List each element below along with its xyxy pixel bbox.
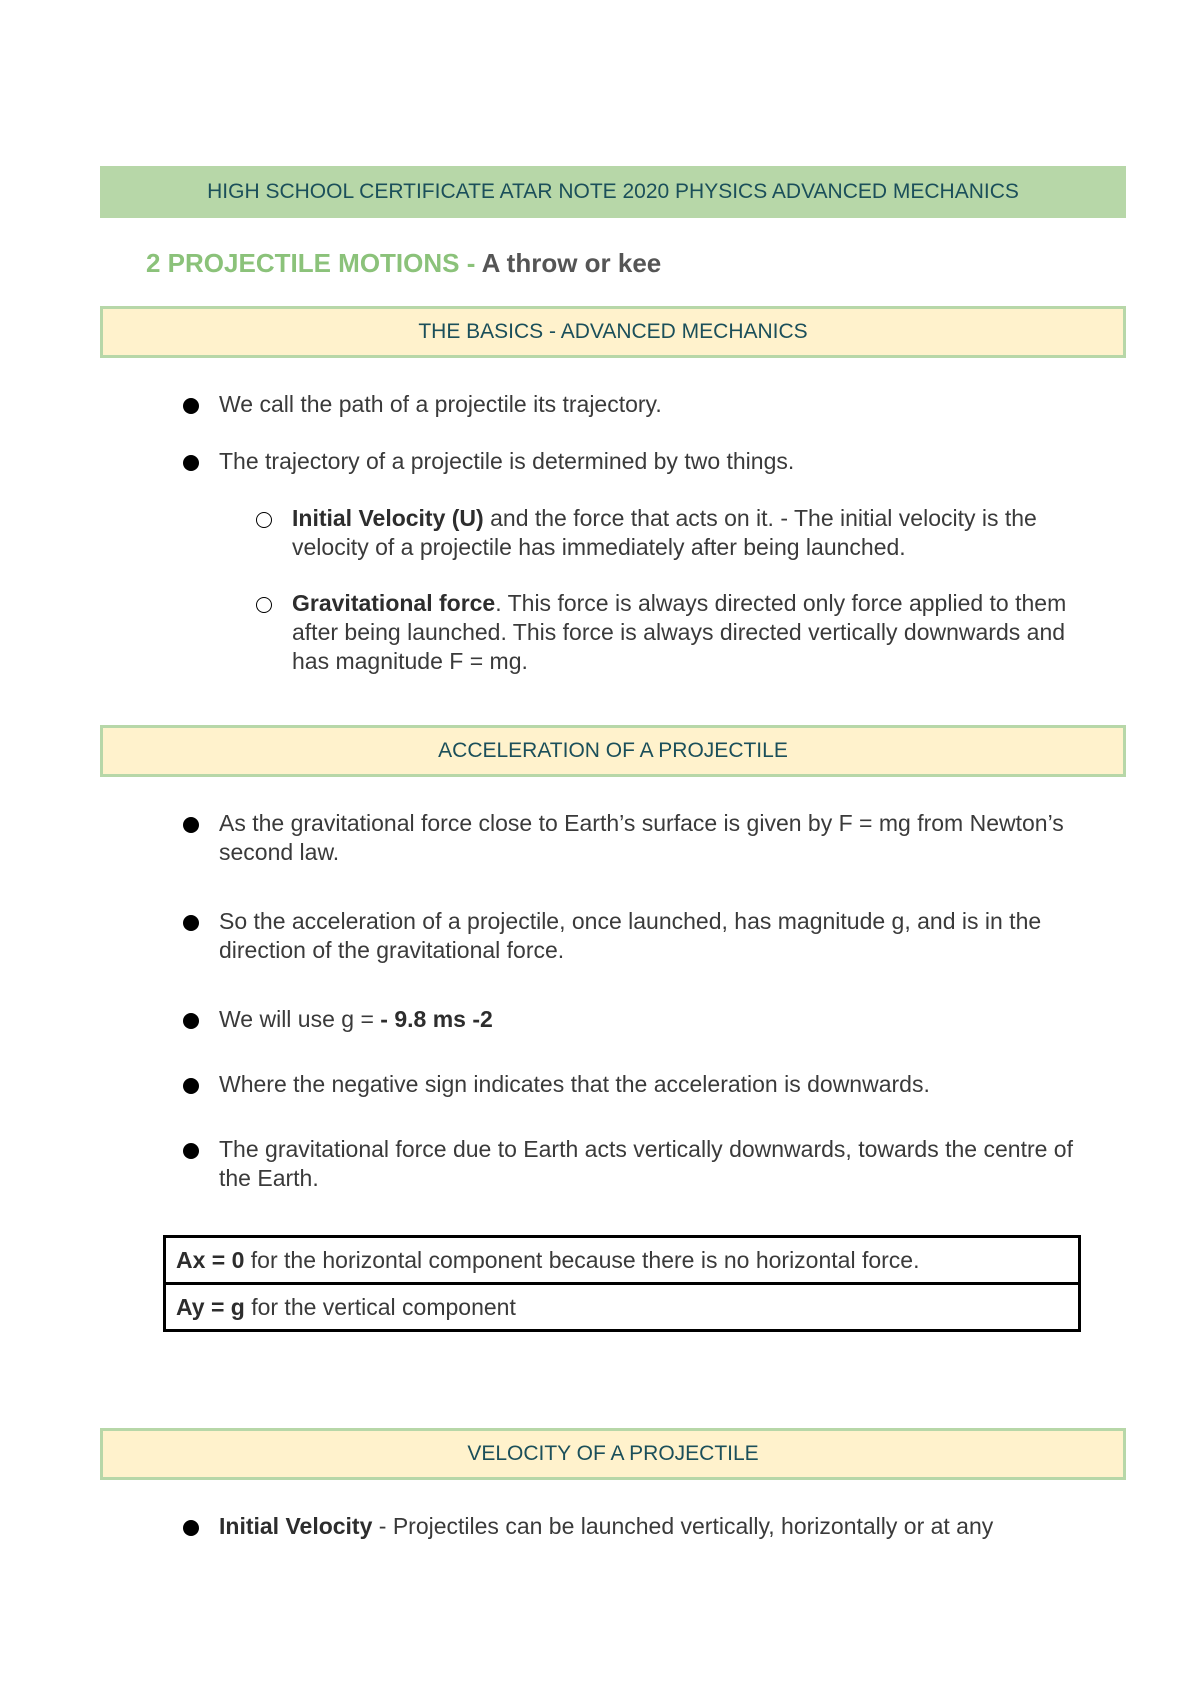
sub-bullet-item	[292, 589, 1082, 676]
ax-description: for the horizontal component because there is no horizontal force.	[244, 1246, 920, 1273]
bullet-icon	[183, 1078, 199, 1094]
sub-bullet-text: . This force is always directed only force applied to them after being launched. This force is always directed vertically downwards and has magnitude F = mg.	[292, 590, 1067, 674]
bullet-icon	[183, 817, 199, 833]
bullet-text: We will use g =	[219, 1006, 381, 1032]
bullet-icon	[183, 455, 199, 471]
gravity-value: - 9.8 ms -2	[380, 1006, 493, 1032]
bullet-item	[219, 907, 1089, 965]
bullet-text: So the acceleration of a projectile, once launched, has magnitude g, and is in the direction of the gravitational force.	[219, 908, 1042, 963]
section-heading-basics: THE BASICS - ADVANCED MECHANICS	[100, 306, 1126, 358]
ay-description: for the vertical component	[244, 1293, 516, 1320]
section-heading-velocity: VELOCITY OF A PROJECTILE	[100, 1428, 1126, 1480]
sub-bullet-text: and the force that acts on it. - The initial velocity is the velocity of a projectile has immediately after being launched.	[292, 505, 1037, 560]
title-number: 2 PROJECTILE MOTIONS -	[146, 248, 482, 278]
bullet-item	[219, 390, 1089, 419]
bullet-icon	[183, 915, 199, 931]
hollow-bullet-icon	[256, 512, 272, 528]
acceleration-components-table	[163, 1235, 1081, 1332]
bullet-item	[219, 809, 1089, 867]
page-title	[146, 246, 661, 280]
bullet-item	[219, 1512, 1089, 1541]
sub-bullet-item	[292, 504, 1082, 562]
table-cell	[165, 1237, 1080, 1284]
bullet-item	[219, 1070, 1089, 1099]
bullet-text: We call the path of a projectile its trajectory.	[219, 391, 662, 417]
bullet-item	[219, 447, 1089, 476]
table-row	[165, 1284, 1080, 1331]
bullet-item	[219, 1135, 1089, 1193]
bullet-term: Initial Velocity	[219, 1513, 373, 1539]
sub-bullet-term: Gravitational force	[292, 590, 496, 616]
bullet-icon	[183, 1520, 199, 1536]
bullet-icon	[183, 1143, 199, 1159]
bullet-icon	[183, 398, 199, 414]
bullet-text: - Projectiles can be launched vertically, horizontally or at any	[372, 1513, 994, 1539]
hollow-bullet-icon	[256, 597, 272, 613]
bullet-icon	[183, 1013, 199, 1029]
ay-formula: Ay = g	[176, 1293, 245, 1320]
bullet-item	[219, 1005, 1089, 1034]
table-row	[165, 1237, 1080, 1284]
section-heading-acceleration: ACCELERATION OF A PROJECTILE	[100, 725, 1126, 777]
title-subtitle: A throw or kee	[481, 248, 662, 278]
sub-bullet-term: Initial Velocity (U)	[292, 505, 484, 531]
bullet-text: The trajectory of a projectile is determined by two things.	[219, 448, 795, 474]
table-cell	[165, 1284, 1080, 1331]
ax-formula: Ax = 0	[176, 1246, 245, 1273]
bullet-text: As the gravitational force close to Earth’s surface is given by F = mg from Newton’s second law.	[219, 810, 1064, 865]
bullet-text: Where the negative sign indicates that the acceleration is downwards.	[219, 1071, 930, 1097]
document-header-banner: HIGH SCHOOL CERTIFICATE ATAR NOTE 2020 PHYSICS ADVANCED MECHANICS	[100, 166, 1126, 218]
bullet-text: The gravitational force due to Earth acts vertically downwards, towards the centre of the Earth.	[219, 1136, 1073, 1191]
